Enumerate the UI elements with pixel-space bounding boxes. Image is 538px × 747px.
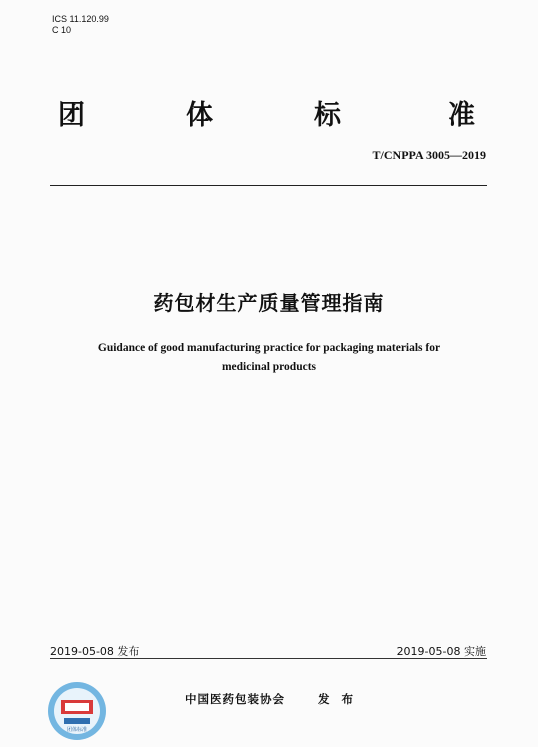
cover-title-char: 标 bbox=[314, 100, 341, 131]
publish-date: 2019-05-08 发布 bbox=[50, 645, 140, 658]
ccs-code: C 10 bbox=[52, 25, 72, 35]
implement-date: 2019-05-08 实施 bbox=[396, 645, 486, 658]
seal-caption: 团体标准 bbox=[66, 727, 88, 733]
english-title bbox=[40, 339, 498, 377]
header-divider bbox=[50, 185, 487, 186]
chinese-title: 药包材生产质量管理指南 bbox=[153, 291, 385, 315]
cover-title-char: 准 bbox=[448, 100, 475, 131]
cover-title bbox=[0, 93, 538, 131]
english-title-line: Guidance of good manufacturing practice for packaging materials for bbox=[97, 342, 441, 354]
issuing-organization: 中国医药包装协会 bbox=[185, 692, 285, 706]
association-seal-icon bbox=[46, 680, 108, 742]
cover-title-char: 团 bbox=[58, 100, 85, 131]
cover-title-char: 体 bbox=[186, 100, 213, 131]
ics-code: ICS 11.120.99 bbox=[52, 14, 109, 24]
issue-label: 发 布 bbox=[318, 692, 358, 706]
footer-divider bbox=[50, 658, 487, 659]
english-title-line: medicinal products bbox=[221, 361, 317, 373]
standard-number: T/CNPPA 3005—2019 bbox=[372, 148, 486, 162]
ics-classification bbox=[52, 14, 109, 36]
